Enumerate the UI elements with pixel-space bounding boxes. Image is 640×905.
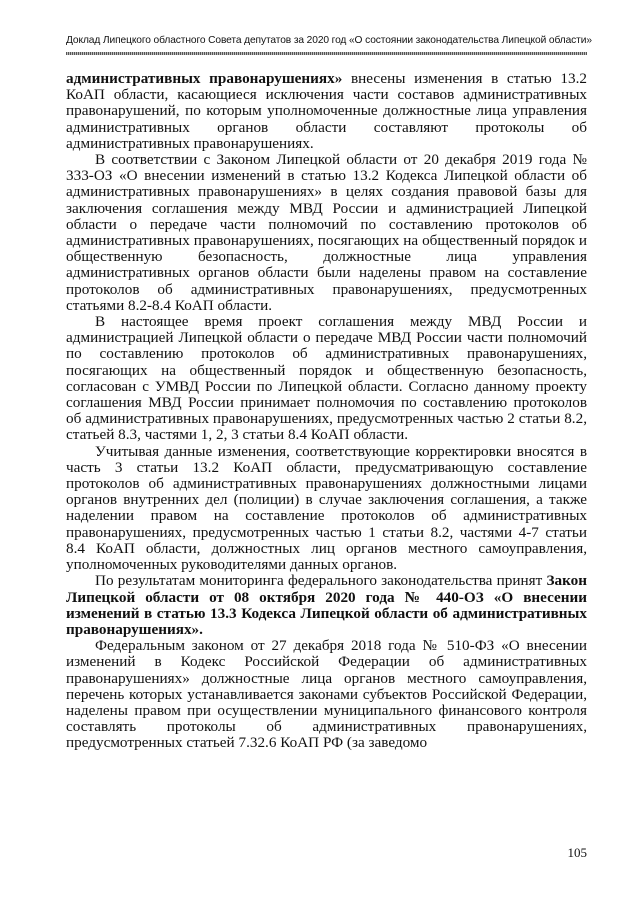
paragraph-4: Учитывая данные изменения, соответствующие корректировки вносятся в часть 3 статьи 13.2 КоАП области, предусматривающую составление протоколов об административных правонарушениях должностными лицами органов внутренних дел (полиции) в случае заключения соглашения, а также наделении правом на составление протоколов об административных правонарушениях, предусмотренных частью 1 статьи 8.2, частями 4-7 статьи 8.4 КоАП области, должностных лиц органов местного самоуправления, уполномоченных руководителями данных органов. xyxy=(66,442,587,574)
header-rule xyxy=(66,52,587,55)
paragraph-1-text: внесены изменения в статью 13.2 КоАП области, касающиеся исключения части составов административных правонарушений, по которым уполномоченные должностные лица управления административных органов области составляют протоколы об административных правонарушениях. xyxy=(66,70,587,152)
paragraph-6: Федеральным законом от 27 декабря 2018 года № 510-ФЗ «О внесении изменений в Кодекс Российской Федерации об административных правонарушениях» должностные лица органов местного самоуправления, перечень которых устанавливается законами субъектов Российской Федерации, наделены правом при осуществлении муниципального финансового контроля составлять протоколы об административных правонарушениях, предусмотренных статьей 7.32.6 КоАП РФ (за заведомо xyxy=(66,637,587,752)
running-header: Доклад Липецкого областного Совета депутатов за 2020 год «О состоянии законодательства Липецкой области» xyxy=(66,35,592,46)
paragraph-5-text: По результатам мониторинга федерального законодательства принят xyxy=(95,572,547,590)
document-body xyxy=(66,71,587,752)
paragraph-5 xyxy=(66,573,587,638)
paragraph-3: В настоящее время проект соглашения между МВД России и администрацией Липецкой области о передаче МВД России части полномочий по составлению протоколов об административных правонарушениях, посягающих на общественный порядок и общественную безопасность, согласован с УМВД России по Липецкой области. Согласно данному проекту соглашения МВД России принимает полномочия по составлению протоколов об административных правонарушениях, предусмотренных частью 2 статьи 8.2, статьей 8.3, частями 1, 2, 3 статьи 8.4 КоАП области. xyxy=(66,313,587,444)
paragraph-1 xyxy=(66,71,587,152)
paragraph-5-bold: Закон Липецкой области от 08 октября 2020 года № 440-ОЗ «О внесении изменений в статью 13.3 Кодекса Липецкой области об административных правонарушениях». xyxy=(66,572,587,638)
page-number: 105 xyxy=(567,845,587,860)
paragraph-1-bold: административных правонарушениях» xyxy=(66,70,343,87)
paragraph-2: В соответствии с Законом Липецкой области от 20 декабря 2019 года № 333-ОЗ «О внесении изменений в статью 13.2 Кодекса Липецкой области об административных правонарушениях» в целях создания правовой базы для заключения соглашения между МВД России и администрацией Липецкой области о передаче части полномочий по составлению протоколов об административных правонарушениях, посягающих на общественный порядок и общественную безопасность, должностные лица управления административных органов области были наделены правом на составление протоколов об административных правонарушениях, предусмотренных статьями 8.2-8.4 КоАП области. xyxy=(66,151,587,314)
